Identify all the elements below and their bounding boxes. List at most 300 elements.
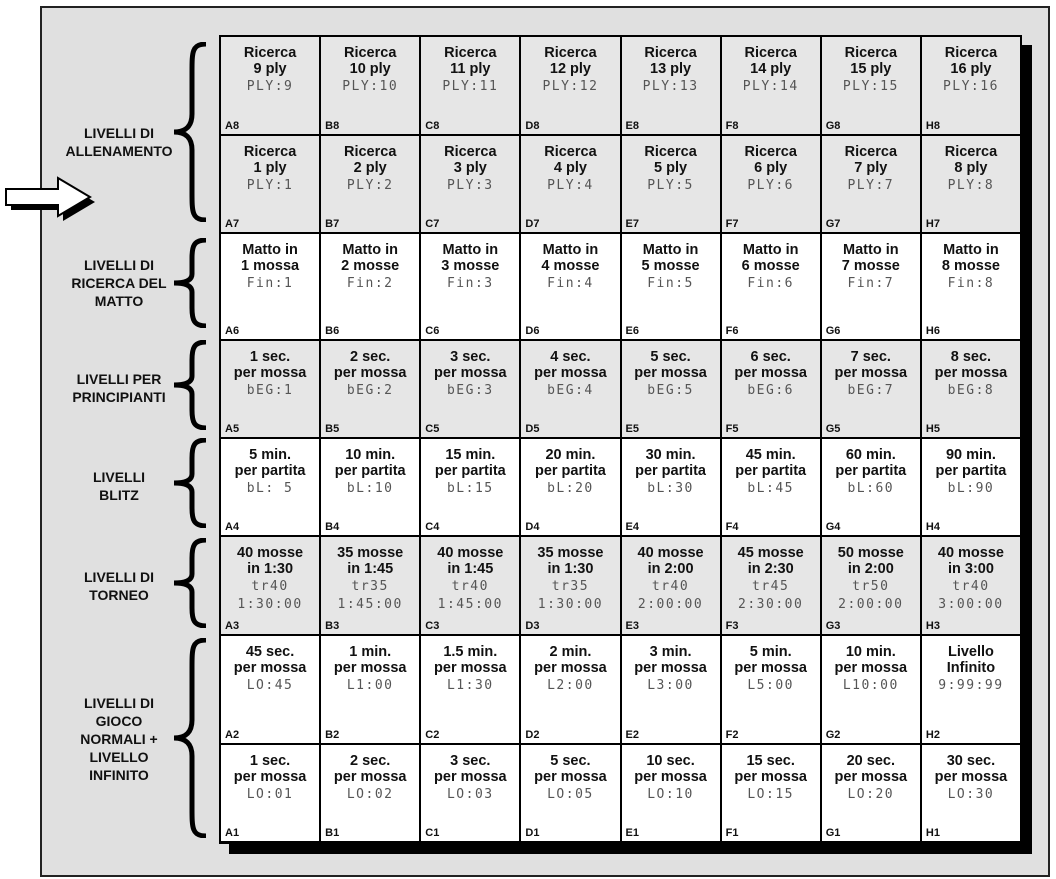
level-line2: per mossa (834, 660, 908, 676)
level-cell-a7 (221, 136, 319, 232)
level-cell-b2 (321, 636, 419, 743)
level-line2: per partita (935, 463, 1007, 479)
level-line1: 20 sec. (846, 753, 895, 769)
square-coordinate: D5 (525, 423, 540, 435)
lcd-readout: bL:20 (547, 481, 594, 496)
square-coordinate: E7 (625, 218, 639, 230)
level-line2: 4 mosse (541, 258, 600, 274)
brace-matto-icon (170, 238, 210, 328)
level-cell-g7 (822, 136, 920, 232)
level-line1: 35 mosse (537, 545, 604, 561)
square-coordinate: A3 (225, 620, 240, 632)
level-line2: 3 ply (453, 160, 487, 176)
square-coordinate: G6 (825, 325, 841, 337)
level-line1: Matto in (342, 242, 398, 258)
square-coordinate: D3 (525, 620, 540, 632)
lcd-readout: PLY:1 (246, 178, 294, 193)
lcd-readout: Fin:8 (947, 276, 995, 291)
lcd-readout: bL:90 (947, 481, 995, 496)
square-coordinate: F2 (725, 729, 739, 741)
level-line1: 2 sec. (350, 349, 391, 365)
level-cell-d6 (521, 234, 619, 339)
level-line2: in 1:45 (447, 561, 494, 577)
square-coordinate: B7 (325, 218, 340, 230)
level-line1: Matto in (442, 242, 499, 258)
level-line1: 15 sec. (746, 753, 795, 769)
lcd-readout: bEG:5 (647, 383, 694, 398)
level-cell-e8 (622, 37, 720, 134)
lcd-readout: PLY:10 (342, 79, 399, 94)
square-coordinate: H2 (925, 729, 940, 741)
level-cell-c7 (421, 136, 519, 232)
pointer-arrow-icon (4, 176, 96, 222)
lcd-readout: Fin:1 (246, 276, 294, 291)
lcd-readout: LO:10 (647, 787, 694, 802)
square-coordinate: D7 (525, 218, 540, 230)
level-line2: 5 mosse (641, 258, 700, 274)
lcd-readout: Fin:6 (747, 276, 794, 291)
level-line2: per partita (434, 463, 506, 479)
square-coordinate: G8 (825, 120, 841, 132)
lcd-readout: L1:00 (346, 678, 394, 693)
square-coordinate: D8 (525, 120, 540, 132)
square-coordinate: E2 (625, 729, 639, 741)
lcd-readout: Fin:5 (647, 276, 694, 291)
lcd-readout: PLY:6 (747, 178, 794, 193)
level-cell-h7 (922, 136, 1020, 232)
level-line2: 4 ply (553, 160, 587, 176)
square-coordinate: B6 (325, 325, 340, 337)
level-line1: Ricerca (243, 144, 297, 160)
level-line1: 8 sec. (950, 349, 992, 365)
level-line1: Ricerca (444, 144, 497, 160)
level-line1: 10 min. (345, 447, 396, 463)
level-line2: per mossa (834, 365, 908, 381)
square-coordinate: E8 (625, 120, 639, 132)
level-line2: in 2:00 (647, 561, 694, 577)
lcd-readout: tr45 (752, 579, 790, 594)
level-cell-a4 (221, 439, 319, 535)
square-coordinate: F1 (725, 827, 739, 839)
square-coordinate: F8 (725, 120, 739, 132)
level-line1: 1 sec. (249, 753, 291, 769)
level-line2: 8 mosse (941, 258, 1000, 274)
lcd-readout: 9:99:99 (938, 678, 1004, 693)
level-line1: 5 sec. (550, 753, 591, 769)
level-line1: Ricerca (243, 45, 297, 61)
level-line2: per mossa (534, 365, 607, 381)
level-cell-h8 (922, 37, 1020, 134)
brace-blitz-icon (170, 438, 210, 528)
level-line2: per partita (334, 463, 406, 479)
square-coordinate: H3 (925, 620, 940, 632)
square-coordinate: D1 (525, 827, 540, 839)
level-cell-f3 (722, 537, 820, 634)
lcd-readout: LO:20 (847, 787, 895, 802)
lcd-readout: bL: 5 (246, 481, 294, 496)
level-cell-b8 (321, 37, 419, 134)
lcd-readout: LO:05 (547, 787, 594, 802)
lcd-readout: L5:00 (747, 678, 794, 693)
level-line2: per mossa (734, 365, 807, 381)
lcd-readout: bEG:1 (246, 383, 294, 398)
level-line2: in 1:45 (347, 561, 394, 577)
lcd-readout-time: 2:30:00 (738, 597, 804, 612)
lcd-readout-time: 2:00:00 (838, 597, 904, 612)
square-coordinate: C6 (425, 325, 440, 337)
level-line1: 60 min. (845, 447, 896, 463)
brace-allenamento-icon (170, 42, 210, 222)
level-line1: Ricerca (944, 144, 998, 160)
level-cell-a2 (221, 636, 319, 743)
level-cell-e1 (622, 745, 720, 841)
lcd-readout-time: 1:45:00 (437, 597, 503, 612)
lcd-readout: LO:03 (446, 787, 494, 802)
square-coordinate: H4 (925, 521, 940, 533)
square-coordinate: D6 (525, 325, 540, 337)
level-cell-c8 (421, 37, 519, 134)
level-line2: 12 ply (549, 61, 591, 77)
level-line1: 40 mosse (237, 545, 304, 561)
level-line2: per mossa (934, 365, 1008, 381)
square-coordinate: F7 (725, 218, 739, 230)
level-line1: 40 mosse (637, 545, 704, 561)
lcd-readout: Fin:7 (847, 276, 895, 291)
level-cell-d7 (521, 136, 619, 232)
lcd-readout: Fin:4 (547, 276, 594, 291)
square-coordinate: G7 (825, 218, 841, 230)
level-line1: 2 min. (549, 644, 592, 660)
level-cell-a5 (221, 341, 319, 437)
level-line1: 30 min. (645, 447, 696, 463)
square-coordinate: A4 (225, 521, 240, 533)
level-line1: 3 sec. (450, 349, 491, 365)
brace-gioco-icon (170, 638, 210, 838)
square-coordinate: B5 (325, 423, 340, 435)
lcd-readout: bL:10 (346, 481, 394, 496)
lcd-readout: PLY:8 (947, 178, 995, 193)
level-cell-f8 (722, 37, 820, 134)
lcd-readout: PLY:16 (942, 79, 999, 94)
level-cell-h4 (922, 439, 1020, 535)
level-cell-e6 (622, 234, 720, 339)
level-line1: 45 sec. (245, 644, 295, 660)
lcd-readout: PLY:2 (346, 178, 394, 193)
level-line1: Livello (947, 644, 994, 660)
square-coordinate: A6 (225, 325, 240, 337)
level-line2: per mossa (634, 769, 707, 785)
square-coordinate: G1 (825, 827, 841, 839)
lcd-readout: tr40 (651, 579, 690, 594)
level-line1: 20 min. (545, 447, 596, 463)
level-cell-h6 (922, 234, 1020, 339)
lcd-readout: bL:60 (847, 481, 895, 496)
level-cell-e5 (622, 341, 720, 437)
level-line1: 45 mosse (737, 545, 804, 561)
lcd-readout: bL:30 (647, 481, 694, 496)
lcd-readout: bL:15 (446, 481, 494, 496)
square-coordinate: B2 (325, 729, 340, 741)
level-cell-f5 (722, 341, 820, 437)
level-line1: 35 mosse (337, 545, 404, 561)
level-line1: 10 min. (845, 644, 896, 660)
level-line2: per partita (835, 463, 907, 479)
level-line2: per mossa (734, 660, 807, 676)
lcd-readout: PLY:11 (442, 79, 499, 94)
square-coordinate: A8 (225, 120, 240, 132)
level-line2: 1 ply (253, 160, 287, 176)
lcd-readout: bEG:2 (346, 383, 394, 398)
level-line1: Matto in (542, 242, 599, 258)
level-line1: Ricerca (944, 45, 998, 61)
level-cell-b3 (321, 537, 419, 634)
square-coordinate: H8 (925, 120, 940, 132)
level-line2: 2 ply (353, 160, 387, 176)
level-line1: Ricerca (343, 45, 397, 61)
lcd-readout: Fin:2 (346, 276, 394, 291)
level-cell-c5 (421, 341, 519, 437)
level-cell-d3 (521, 537, 619, 634)
level-line1: 3 min. (649, 644, 692, 660)
level-line1: 5 min. (749, 644, 792, 660)
lcd-readout-time: 1:30:00 (537, 597, 604, 612)
level-line1: Matto in (742, 242, 799, 258)
level-cell-b7 (321, 136, 419, 232)
level-cell-e4 (622, 439, 720, 535)
level-cell-e3 (622, 537, 720, 634)
group-label-text: LIVELLI DI TORNEO (84, 569, 154, 603)
level-line1: 1.5 min. (443, 644, 498, 660)
brace-principianti-icon (170, 340, 210, 430)
lcd-readout: bEG:8 (947, 383, 995, 398)
lcd-readout: tr40 (451, 579, 489, 594)
level-line2: 16 ply (950, 61, 992, 77)
level-line2: per mossa (434, 365, 507, 381)
level-line2: 8 ply (954, 160, 988, 176)
level-cell-e7 (622, 136, 720, 232)
square-coordinate: C3 (425, 620, 440, 632)
level-line1: 6 sec. (750, 349, 791, 365)
level-cell-d4 (521, 439, 619, 535)
level-line1: 4 sec. (550, 349, 591, 365)
lcd-readout: PLY:12 (542, 79, 599, 94)
level-line2: per mossa (233, 769, 307, 785)
square-coordinate: E6 (625, 325, 639, 337)
level-line1: 90 min. (945, 447, 996, 463)
square-coordinate: E4 (625, 521, 639, 533)
square-coordinate: G4 (825, 521, 841, 533)
level-line1: 30 sec. (946, 753, 996, 769)
square-coordinate: A7 (225, 218, 240, 230)
lcd-readout: PLY:14 (742, 79, 799, 94)
level-line1: 7 sec. (850, 349, 891, 365)
square-coordinate: C2 (425, 729, 440, 741)
lcd-readout: bEG:4 (547, 383, 594, 398)
lcd-readout: LO:02 (346, 787, 394, 802)
level-line1: 3 sec. (450, 753, 491, 769)
square-coordinate: C7 (425, 218, 440, 230)
level-grid (219, 35, 1022, 844)
level-cell-f4 (722, 439, 820, 535)
lcd-readout: bEG:6 (747, 383, 794, 398)
level-cell-e2 (622, 636, 720, 743)
level-line1: 1 min. (349, 644, 392, 660)
lcd-readout-time: 1:45:00 (337, 597, 403, 612)
level-line1: 10 sec. (646, 753, 695, 769)
level-line2: in 2:00 (847, 561, 894, 577)
level-line1: 50 mosse (837, 545, 904, 561)
level-line2: in 2:30 (747, 561, 794, 577)
level-cell-g8 (822, 37, 920, 134)
group-label-text: LIVELLI BLITZ (92, 469, 146, 503)
lcd-readout: LO:30 (947, 787, 995, 802)
square-coordinate: H1 (925, 827, 940, 839)
square-coordinate: H7 (925, 218, 940, 230)
level-line2: per mossa (434, 660, 507, 676)
lcd-readout: LO:15 (747, 787, 794, 802)
square-coordinate: H6 (925, 325, 940, 337)
level-cell-g5 (822, 341, 920, 437)
lcd-readout: L3:00 (647, 678, 694, 693)
level-line1: 15 min. (445, 447, 496, 463)
lcd-readout: L2:00 (547, 678, 594, 693)
level-line2: per mossa (634, 660, 707, 676)
level-line2: 14 ply (750, 61, 792, 77)
level-line1: 1 sec. (249, 349, 291, 365)
lcd-readout: bEG:3 (446, 383, 494, 398)
level-line1: Ricerca (544, 144, 597, 160)
lcd-readout: Fin:3 (446, 276, 494, 291)
level-line2: 11 ply (450, 61, 491, 77)
level-line2: per partita (534, 463, 606, 479)
square-coordinate: C4 (425, 521, 440, 533)
level-line1: 5 min. (249, 447, 292, 463)
level-cell-h2 (922, 636, 1020, 743)
level-line2: 15 ply (850, 61, 892, 77)
lcd-readout: PLY:15 (842, 79, 899, 94)
level-cell-d8 (521, 37, 619, 134)
level-line1: Matto in (843, 242, 899, 258)
level-line2: per mossa (333, 660, 407, 676)
level-cell-a3 (221, 537, 319, 634)
level-line2: 9 ply (253, 61, 287, 77)
level-line1: Ricerca (644, 45, 697, 61)
level-line2: per mossa (434, 769, 507, 785)
group-label-text: LIVELLI PER PRINCIPIANTI (72, 371, 166, 405)
level-line2: 6 mosse (741, 258, 800, 274)
lcd-readout: PLY:7 (847, 178, 895, 193)
square-coordinate: D4 (525, 521, 540, 533)
level-cell-h3 (922, 537, 1020, 634)
level-line1: 45 min. (745, 447, 796, 463)
square-coordinate: C5 (425, 423, 440, 435)
square-coordinate: E5 (625, 423, 639, 435)
level-line1: Ricerca (744, 45, 797, 61)
lcd-readout-time: 1:30:00 (237, 597, 303, 612)
level-cell-g6 (822, 234, 920, 339)
level-line2: per mossa (734, 769, 807, 785)
level-line1: Ricerca (544, 45, 597, 61)
level-line2: per mossa (333, 769, 407, 785)
level-cell-f1 (722, 745, 820, 841)
square-coordinate: C8 (425, 120, 440, 132)
level-line2: 6 ply (754, 160, 788, 176)
level-line1: 5 sec. (650, 349, 691, 365)
lcd-readout: PLY:9 (246, 79, 294, 94)
level-line2: per mossa (534, 769, 607, 785)
group-label-text: LIVELLI DI ALLENAMENTO (65, 125, 173, 159)
level-line1: 40 mosse (937, 545, 1004, 561)
square-coordinate: A1 (225, 827, 240, 839)
level-line2: 2 mosse (341, 258, 400, 274)
brace-torneo-icon (170, 538, 210, 628)
level-cell-c2 (421, 636, 519, 743)
square-coordinate: C1 (425, 827, 440, 839)
lcd-readout: tr35 (551, 579, 590, 594)
level-line1: 40 mosse (437, 545, 504, 561)
square-coordinate: A2 (225, 729, 240, 741)
lcd-readout: L10:00 (842, 678, 899, 693)
level-cell-g4 (822, 439, 920, 535)
level-line2: per partita (735, 463, 807, 479)
level-line2: 13 ply (650, 61, 692, 77)
level-cell-f2 (722, 636, 820, 743)
lcd-readout: LO:01 (246, 787, 294, 802)
level-line2: 7 ply (854, 160, 888, 176)
level-cell-g3 (822, 537, 920, 634)
lcd-readout: tr40 (952, 579, 990, 594)
level-cell-d1 (521, 745, 619, 841)
square-coordinate: G2 (825, 729, 841, 741)
level-line1: 2 sec. (350, 753, 391, 769)
level-line1: Ricerca (343, 144, 397, 160)
level-cell-f6 (722, 234, 820, 339)
lcd-readout: LO:45 (246, 678, 294, 693)
level-line2: per partita (635, 463, 707, 479)
level-cell-d5 (521, 341, 619, 437)
level-cell-b4 (321, 439, 419, 535)
level-line2: 7 mosse (841, 258, 900, 274)
square-coordinate: F4 (725, 521, 739, 533)
lcd-readout: bL:45 (747, 481, 794, 496)
square-coordinate: F6 (725, 325, 739, 337)
level-cell-d2 (521, 636, 619, 743)
level-cell-c3 (421, 537, 519, 634)
square-coordinate: B4 (325, 521, 340, 533)
level-cell-c4 (421, 439, 519, 535)
level-line1: Ricerca (744, 144, 797, 160)
level-line1: Ricerca (444, 45, 497, 61)
level-line2: 1 mossa (241, 258, 300, 274)
level-cell-g1 (822, 745, 920, 841)
square-coordinate: F5 (725, 423, 739, 435)
square-coordinate: F3 (725, 620, 739, 632)
level-line2: per mossa (934, 769, 1008, 785)
level-cell-a6 (221, 234, 319, 339)
group-label-text: LIVELLI DI RICERCA DEL MATTO (71, 257, 167, 309)
level-line1: Matto in (943, 242, 999, 258)
lcd-readout: tr40 (251, 579, 289, 594)
level-line2: in 1:30 (247, 561, 294, 577)
level-line2: per mossa (333, 365, 407, 381)
level-line2: per mossa (634, 365, 707, 381)
lcd-readout: tr35 (351, 579, 389, 594)
lcd-readout: L1:30 (446, 678, 494, 693)
level-cell-b1 (321, 745, 419, 841)
level-line2: 3 mosse (441, 258, 500, 274)
square-coordinate: B1 (325, 827, 340, 839)
lcd-readout: tr50 (852, 579, 890, 594)
